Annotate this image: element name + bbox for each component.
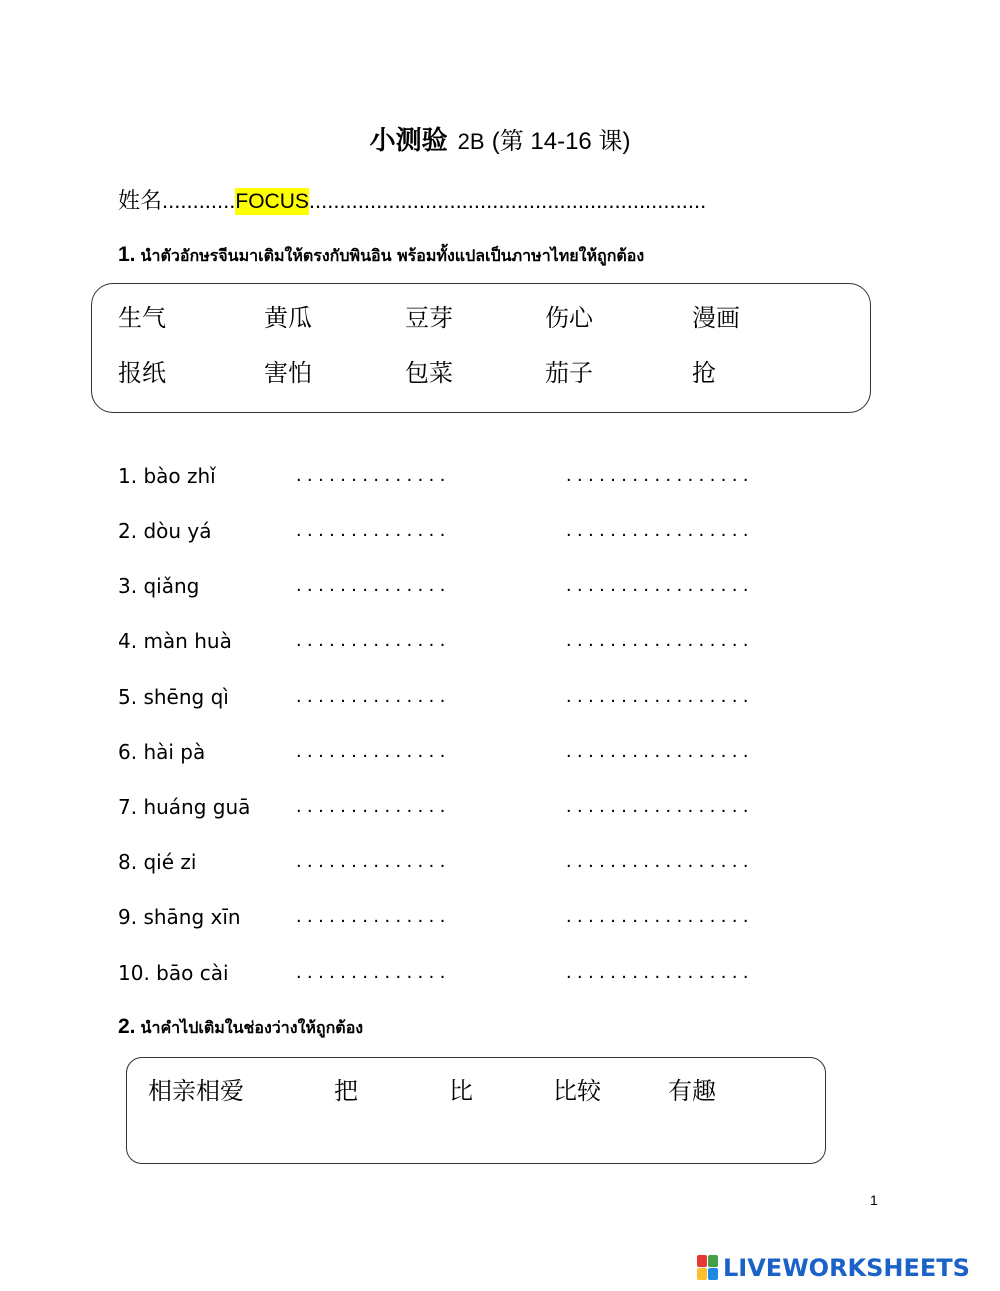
name-dots-before: ............	[162, 188, 236, 213]
name-line	[118, 184, 706, 215]
word-bank-item: 包菜	[405, 359, 453, 387]
section2-number: 2.	[118, 1015, 136, 1038]
thai-answer-field[interactable]: .................	[566, 795, 754, 817]
name-label: 姓名	[118, 189, 163, 214]
section1-heading	[118, 243, 644, 269]
chinese-answer-field[interactable]: ..............	[296, 685, 451, 707]
chinese-answer-field[interactable]: ..............	[296, 464, 451, 486]
section2-heading	[118, 1015, 363, 1041]
pinyin-label: 7. huáng guā	[118, 795, 251, 819]
thai-answer-field[interactable]: .................	[566, 574, 754, 596]
pinyin-label: 4. màn huà	[118, 629, 232, 653]
chinese-answer-field[interactable]: ..............	[296, 519, 451, 541]
chinese-answer-field[interactable]: ..............	[296, 629, 451, 651]
word-bank-item: 漫画	[692, 304, 740, 332]
thai-answer-field[interactable]: .................	[566, 685, 754, 707]
thai-answer-field[interactable]: .................	[566, 629, 754, 651]
word-bank-box-1	[91, 283, 871, 413]
chinese-answer-field[interactable]: ..............	[296, 961, 451, 983]
word-bank-item: 比较	[553, 1077, 601, 1105]
thai-answer-field[interactable]: .................	[566, 905, 754, 927]
pinyin-label: 6. hài pà	[118, 740, 206, 764]
word-bank-item: 黄瓜	[264, 304, 312, 332]
pinyin-label: 2. dòu yá	[118, 519, 212, 543]
word-bank-item: 抢	[692, 359, 716, 387]
pinyin-label: 5. shēng qì	[118, 685, 229, 709]
word-bank-item: 伤心	[545, 304, 593, 332]
thai-answer-field[interactable]: .................	[566, 464, 754, 486]
word-bank-item: 生气	[118, 304, 166, 332]
title-lesson: (第 14-16 课)	[491, 128, 631, 155]
section1-number: 1.	[118, 243, 136, 266]
pinyin-label: 8. qié zi	[118, 850, 197, 874]
chinese-answer-field[interactable]: ..............	[296, 740, 451, 762]
chinese-answer-field[interactable]: ..............	[296, 574, 451, 596]
word-bank-item: 相亲相爱	[148, 1077, 244, 1105]
liveworksheets-logo-icon	[697, 1255, 719, 1281]
word-bank-item: 把	[334, 1077, 358, 1105]
brand-name: LIVEWORKSHEETS	[723, 1254, 970, 1282]
thai-answer-field[interactable]: .................	[566, 519, 754, 541]
pinyin-label: 10. bāo cài	[118, 961, 229, 985]
liveworksheets-logo	[697, 1253, 970, 1283]
word-bank-item: 报纸	[118, 359, 166, 387]
section1-instruction: นำตัวอักษรจีนมาเติมให้ตรงกับพินอิน พร้อมทั้งแปลเป็นภาษาไทยให้ถูกต้อง	[140, 246, 645, 265]
word-bank-item: 有趣	[668, 1077, 716, 1105]
chinese-answer-field[interactable]: ..............	[296, 795, 451, 817]
section2-instruction: นำคำไปเติมในช่องว่างให้ถูกต้อง	[140, 1018, 364, 1037]
word-bank-item: 比	[449, 1077, 473, 1105]
title-chinese: 小测验	[369, 126, 448, 156]
thai-answer-field[interactable]: .................	[566, 850, 754, 872]
name-dots-after: .................................................................	[308, 188, 707, 213]
word-bank-item: 害怕	[264, 359, 312, 387]
chinese-answer-field[interactable]: ..............	[296, 850, 451, 872]
page-number: 1	[870, 1192, 878, 1208]
pinyin-label: 3. qiǎng	[118, 574, 200, 598]
thai-answer-field[interactable]: .................	[566, 961, 754, 983]
word-bank-item: 豆芽	[405, 304, 453, 332]
pinyin-label: 1. bào zhǐ	[118, 464, 216, 488]
pinyin-label: 9. shāng xīn	[118, 905, 241, 929]
page-title	[0, 120, 1000, 157]
word-bank-item: 茄子	[545, 359, 593, 387]
thai-answer-field[interactable]: .................	[566, 740, 754, 762]
chinese-answer-field[interactable]: ..............	[296, 905, 451, 927]
title-code: 2B	[457, 129, 485, 154]
name-input[interactable]: FOCUS	[235, 190, 309, 213]
